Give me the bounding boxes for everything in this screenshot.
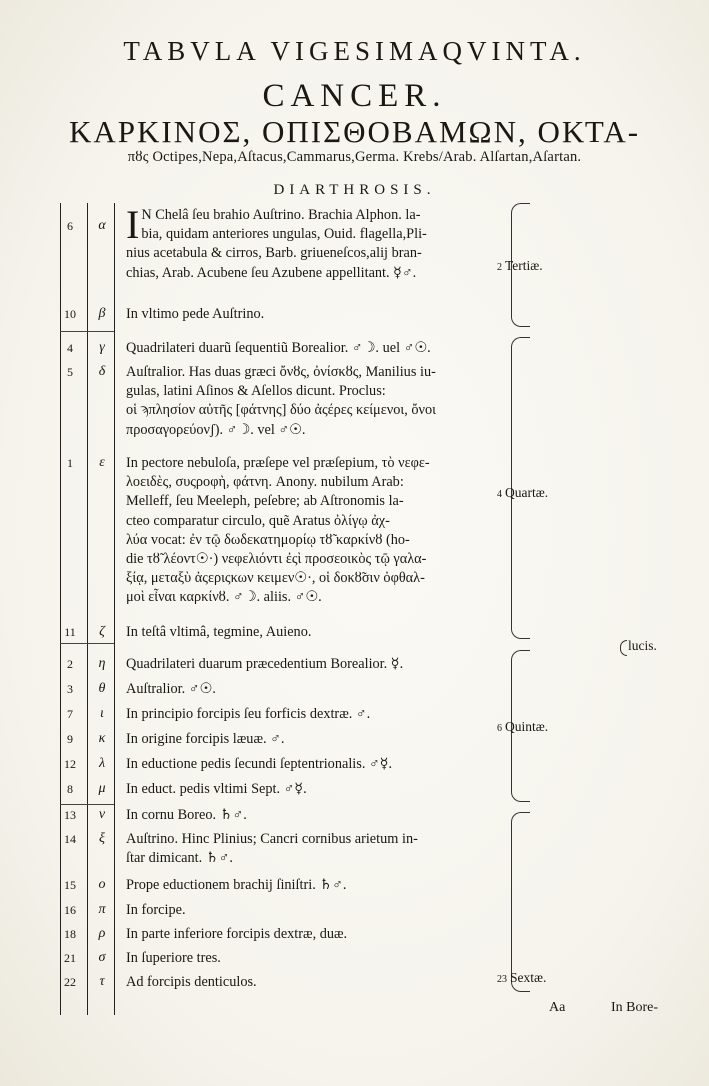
text-line: chias, Arab. Acubene ſeu Azubene appellitant. ☿♂. xyxy=(126,264,417,281)
star-number: 22 xyxy=(64,975,76,989)
catchword: In Bore- xyxy=(611,1000,659,1015)
text-line: In pectore nebuloſa, præſepe vel præſepium, τὸ νεφε- xyxy=(126,455,430,471)
group-separator xyxy=(60,331,114,332)
synonyms-line: πȣς Octipes,Nepa,Aſtacus,Cammarus,Germa. Krebs/Arab. Alſartan,Aſartan. xyxy=(127,149,582,165)
greek-letter: ρ xyxy=(98,926,106,941)
star-number: 21 xyxy=(64,951,76,965)
star-description xyxy=(126,305,521,324)
section-heading: DIARTHROSIS. xyxy=(273,182,436,198)
text-line: In vltimo pede Auſtrino. xyxy=(126,306,265,322)
outer-brace xyxy=(620,640,627,656)
text-line: Prope eductionem brachij ſiniſtri. ♄♂. xyxy=(126,877,347,893)
star-number: 10 xyxy=(64,307,76,321)
star-number: 7 xyxy=(67,707,73,721)
text-line: In educt. pedis vltimi Sept. ♂☿. xyxy=(126,781,307,797)
star-description xyxy=(126,925,521,944)
outer-brace-label: lucis. xyxy=(628,638,657,653)
star-number: 18 xyxy=(64,927,76,941)
text-line: nius acetabula & cirros, Barb. griueneſcos,alij bran- xyxy=(126,245,422,262)
star-number: 15 xyxy=(64,878,76,892)
greek-letter: γ xyxy=(99,340,105,355)
greek-letter: λ xyxy=(98,756,106,771)
group-separator xyxy=(60,643,114,644)
text-line: λύα vocat: ἐν τῷ δωδεκατημορίῳ τȣ̃ καρκίνȣ (ho- xyxy=(126,531,410,548)
greek-letter: τ xyxy=(99,974,105,989)
greek-title: ΚΑΡΚΙΝΟΣ, ΟΠΙΣΘΟΒΑΜΩΝ, ΟΚΤΑ- xyxy=(68,114,641,149)
text-line: Ad forcipis denticulos. xyxy=(126,974,257,990)
text-line: Auſtrino. Hinc Plinius; Cancri cornibus arietum in- xyxy=(126,831,418,847)
text-line: In parte inferiore forcipis dextræ, duæ. xyxy=(126,926,348,942)
text-line: προσαγορεύονʃ). ♂☽. vel ♂☉. xyxy=(126,421,306,438)
text-line: λοειδὲς, συςροφὴ, φάτνη. Anony. nubilum Arab: xyxy=(126,474,404,491)
star-number: 8 xyxy=(67,782,73,796)
star-number: 14 xyxy=(64,832,76,846)
left-rule xyxy=(60,203,61,1015)
star-number: 2 xyxy=(67,657,73,671)
star-number: 4 xyxy=(67,341,73,355)
text-line: In origine forcipis læuæ. ♂. xyxy=(126,731,285,747)
group-separator xyxy=(60,804,114,805)
star-description xyxy=(126,730,521,749)
text-line: οἱ ϡπλησίον αὐτῆς [φάτνης] δύο ἀςέρες κείμενοι, ὄνοι xyxy=(126,402,436,419)
star-description xyxy=(126,680,521,699)
greek-letter: δ xyxy=(98,364,106,379)
constellation-name: CANCER. xyxy=(262,78,447,114)
text-line: Auſtralior. ♂☉. xyxy=(126,681,216,697)
number-rule xyxy=(87,203,88,1015)
star-number: 12 xyxy=(64,757,76,771)
greek-letter: μ xyxy=(98,781,106,796)
brace-label-quintae: 6 Quintæ. xyxy=(497,719,549,734)
star-number: 13 xyxy=(64,808,76,822)
greek-letter: ζ xyxy=(99,624,105,639)
text-line: In forcipe. xyxy=(126,902,186,918)
star-description xyxy=(126,830,521,868)
star-number: 3 xyxy=(67,682,73,696)
text-line: Quadrilateri duarũ ſequentiũ Borealior. ♂☽. uel ♂☉. xyxy=(126,340,431,356)
greek-letter: π xyxy=(98,902,106,917)
text-line: gulas, latini Aſinos & Aſellos dicunt. Proclus: xyxy=(126,383,386,400)
star-description xyxy=(126,623,521,642)
star-description xyxy=(126,202,521,283)
greek-letter: α xyxy=(98,218,106,233)
text-line: ξίᾳ, μεταξὺ ἀςεριςκων κειμεν☉·, οἱ δοκȣ̃σιν ὀφθαλ- xyxy=(126,570,425,587)
text-line: ſtar dimicant. ♄♂. xyxy=(126,850,233,867)
star-description xyxy=(126,454,521,608)
text-line: N Chelâ ſeu brahio Auſtrino. Brachia Alphon. la- xyxy=(141,207,421,223)
glyph-rule xyxy=(114,203,115,1015)
brace-label-quartae: 4 Quartæ. xyxy=(497,485,549,500)
text-line: In teſtâ vltimâ, tegmine, Auieno. xyxy=(126,624,312,640)
star-description xyxy=(126,949,521,968)
greek-letter: ο xyxy=(98,877,106,892)
greek-letter: θ xyxy=(98,681,106,696)
greek-letter: η xyxy=(98,656,106,671)
greek-letter: κ xyxy=(98,731,106,746)
brace-label-tertiae: 2 Tertiæ. xyxy=(497,258,543,273)
greek-letter: σ xyxy=(98,950,106,965)
star-number: 16 xyxy=(64,903,76,917)
star-description xyxy=(126,901,521,920)
text-line: cteo comparatur circulo, quẽ Aratus ὀλίγῳ ἀχ- xyxy=(126,512,390,529)
text-line: In ſuperiore tres. xyxy=(126,950,221,966)
brace-label-sextae: 23 Sextæ. xyxy=(497,970,547,985)
star-number: 9 xyxy=(67,732,73,746)
star-description xyxy=(126,973,521,992)
text-line: In principio forcipis ſeu forficis dextræ. ♂. xyxy=(126,706,371,722)
star-description xyxy=(126,655,521,674)
text-line: μοὶ εἶναι καρκίνȣ. ♂☽. aliis. ♂☉. xyxy=(126,589,322,606)
star-description xyxy=(126,780,521,799)
signature-mark: Aa xyxy=(549,1000,566,1015)
greek-letter: ι xyxy=(100,706,104,721)
star-number: 11 xyxy=(64,625,76,639)
star-description xyxy=(126,876,521,895)
table-title: TABVLA VIGESIMAQVINTA. xyxy=(123,36,586,66)
text-line: In eductione pedis ſecundi ſeptentrionalis. ♂☿. xyxy=(126,756,393,772)
text-line: Auſtralior. Has duas græci ὄνȣς, ὀνίσκȣς, Manilius iu- xyxy=(126,364,436,380)
text-line: die τȣ̃ λέοντ☉·) νεφελιόντι ἐςὶ προσεοικὸς τῷ γαλα- xyxy=(126,551,427,568)
brace-sextae xyxy=(511,812,530,992)
star-number: 6 xyxy=(67,219,73,233)
star-description xyxy=(126,339,521,358)
star-number: 5 xyxy=(67,365,73,379)
star-number: 1 xyxy=(67,456,73,470)
greek-letter: ε xyxy=(99,455,105,470)
drop-cap: I xyxy=(126,202,140,247)
text-line: bia, quidam anteriores ungulas, Ouid. flagella,Pli- xyxy=(141,226,427,243)
star-description xyxy=(126,705,521,724)
star-description xyxy=(126,806,521,825)
text-line: In cornu Boreo. ♄♂. xyxy=(126,807,247,823)
star-description xyxy=(126,755,521,774)
text-line: Quadrilateri duarum præcedentium Borealior. ☿. xyxy=(126,656,404,672)
star-description xyxy=(126,363,521,440)
text-line: Melleff, ſeu Meeleph, peſebre; ab Aſtronomis la- xyxy=(126,493,404,510)
greek-letter: ν xyxy=(98,807,106,822)
greek-letter: ξ xyxy=(99,831,105,846)
greek-letter: β xyxy=(98,306,106,321)
